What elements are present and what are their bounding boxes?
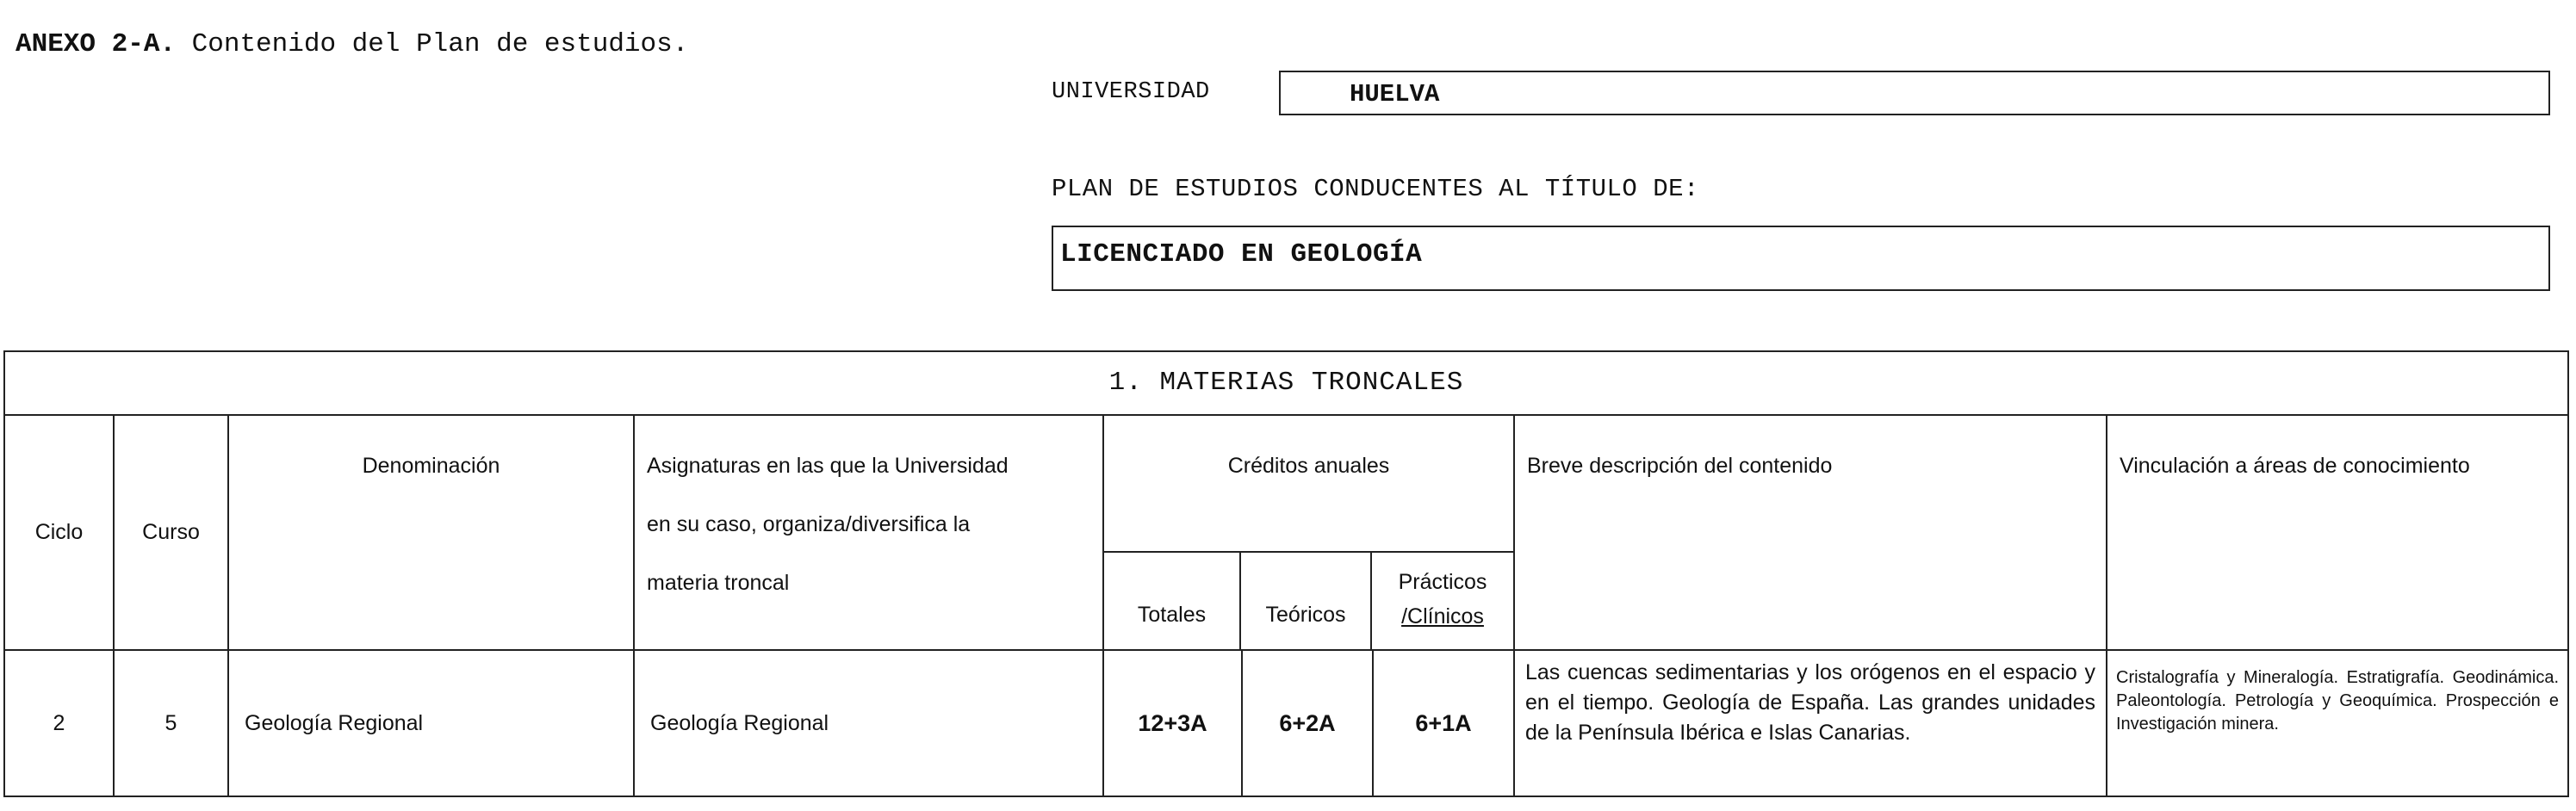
subjects-table — [3, 350, 2569, 797]
annex-label: ANEXO 2-A. — [16, 29, 177, 59]
header-curso: Curso — [115, 416, 229, 649]
header-denominacion — [229, 416, 635, 649]
header-creditos — [1104, 416, 1513, 551]
cell-asignaturas: Geología Regional — [635, 651, 1104, 796]
header-asignaturas-line1: Asignaturas en las que la Universidad — [647, 454, 1009, 478]
header-creditos-text: Créditos anuales — [1227, 454, 1390, 478]
header-creditos-subcols — [1104, 551, 1513, 649]
degree-value: LICENCIADO EN GEOLOGÍA — [1060, 239, 1423, 269]
annex-heading — [16, 29, 688, 59]
table-title: 1. MATERIAS TRONCALES — [5, 352, 2567, 416]
header-denominacion-text: Denominación — [362, 454, 500, 478]
header-asignaturas-line3: materia troncal — [647, 571, 790, 595]
header-practicos-line2: /Clínicos — [1401, 604, 1484, 628]
degree-field — [1052, 226, 2550, 291]
header-totales: Totales — [1104, 553, 1241, 649]
annex-title: Contenido del Plan de estudios. — [191, 29, 689, 59]
university-field — [1279, 71, 2550, 115]
header-vinculacion-text: Vinculación a áreas de conocimiento — [2120, 454, 2470, 478]
header-creditos-group — [1104, 416, 1515, 649]
cell-practicos: 6+1A — [1374, 651, 1515, 796]
university-label: UNIVERSIDAD — [1052, 79, 1210, 105]
cell-vinculacion: Cristalografía y Mineralogía. Estratigrafía. Geodinámica. Paleontología. Petrología y Geoquímica. Prospección e Investigación minera. — [2116, 668, 2559, 734]
table-header-row — [5, 416, 2567, 651]
header-asignaturas-line2: en su caso, organiza/diversifica la — [647, 512, 971, 536]
header-vinculacion — [2107, 416, 2567, 649]
header-asignaturas — [635, 416, 1104, 649]
table-row — [5, 651, 2567, 796]
cell-ciclo: 2 — [5, 651, 115, 796]
cell-denominacion: Geología Regional — [229, 651, 635, 796]
header-practicos-line1: Prácticos — [1398, 570, 1487, 594]
cell-curso: 5 — [115, 651, 229, 796]
header-descripcion-text: Breve descripción del contenido — [1527, 454, 1833, 478]
header-ciclo: Ciclo — [5, 416, 115, 649]
header-teoricos: Teóricos — [1241, 553, 1372, 649]
plan-label: PLAN DE ESTUDIOS CONDUCENTES AL TÍTULO DE: — [1052, 175, 1699, 203]
cell-totales: 12+3A — [1104, 651, 1243, 796]
cell-teoricos: 6+2A — [1243, 651, 1374, 796]
university-value: HUELVA — [1350, 80, 1440, 108]
header-practicos — [1372, 553, 1513, 649]
header-descripcion — [1515, 416, 2107, 649]
cell-descripcion: Las cuencas sedimentarias y los orógenos en el espacio y en el tiempo. Geología de España. Las grandes unidades de la Península Ibérica e Islas Canarias. — [1515, 651, 2107, 796]
